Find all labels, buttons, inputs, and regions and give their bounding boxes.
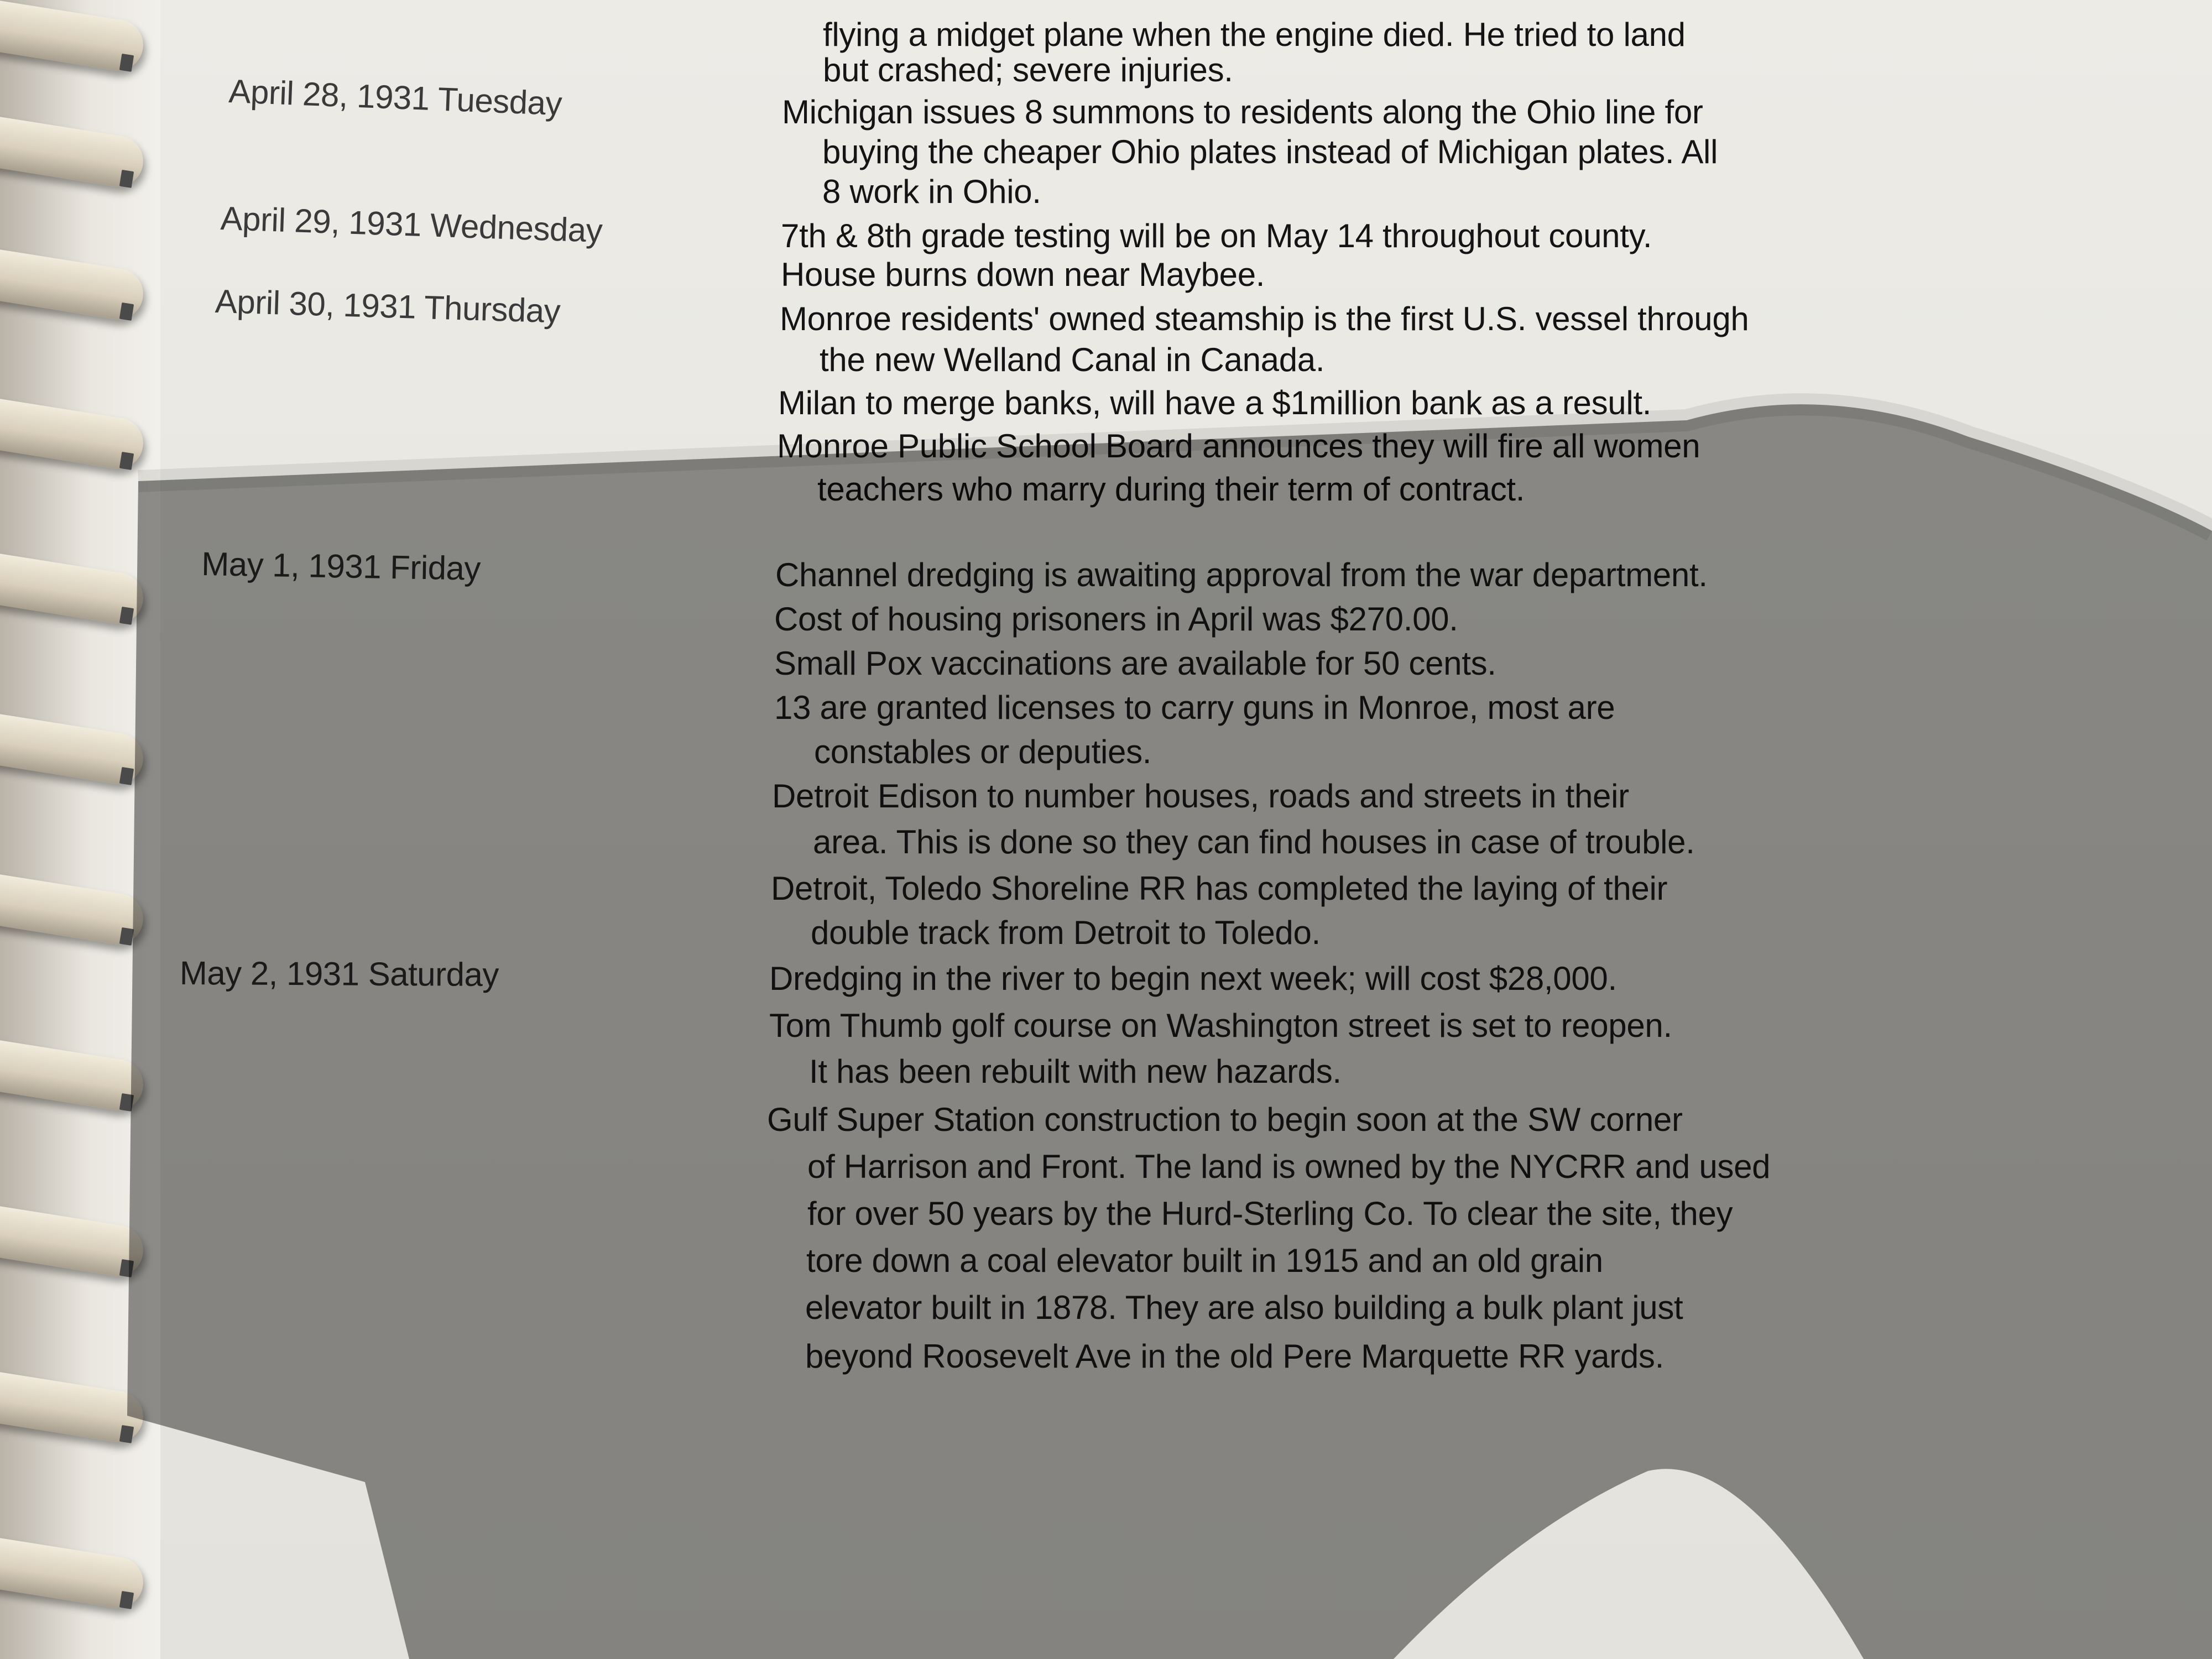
- entry-line: 13 are granted licenses to carry guns in Monroe, most are: [774, 689, 1615, 726]
- entry-line: constables or deputies.: [814, 733, 1152, 770]
- entry-line: Milan to merge banks, will have a $1million bank as a result.: [778, 384, 1652, 421]
- binding-coil: [0, 712, 147, 787]
- binding-coil: [0, 397, 147, 472]
- entry-line: Dredging in the river to begin next week; will cost $28,000.: [769, 960, 1617, 997]
- entry-line: flying a midget plane when the engine died. He tried to land: [823, 16, 1686, 53]
- entry-line: Detroit, Toledo Shoreline RR has completed the laying of their: [771, 870, 1668, 907]
- entry-line: buying the cheaper Ohio plates instead of Michigan plates. All: [822, 133, 1718, 170]
- entry-line: It has been rebuilt with new hazards.: [809, 1053, 1342, 1090]
- date-may-1: May 1, 1931 Friday: [201, 545, 481, 587]
- entry-line: of Harrison and Front. The land is owned by the NYCRR and used: [807, 1148, 1771, 1185]
- date-april-28: April 28, 1931 Tuesday: [228, 72, 563, 123]
- date-april-29: April 29, 1931 Wednesday: [220, 199, 603, 249]
- entry-line: Gulf Super Station construction to begin soon at the SW corner: [767, 1101, 1683, 1138]
- entry-line: 7th & 8th grade testing will be on May 14 throughout county.: [781, 217, 1652, 254]
- entry-line: tore down a coal elevator built in 1915 and an old grain: [806, 1242, 1603, 1279]
- binding-coil: [0, 115, 147, 190]
- entry-line: double track from Detroit to Toledo.: [811, 914, 1321, 951]
- entry-line: teachers who marry during their term of contract.: [817, 471, 1525, 508]
- entry-line: Cost of housing prisoners in April was $270.00.: [774, 601, 1458, 638]
- entry-line: Monroe residents' owned steamship is the first U.S. vessel through: [780, 300, 1749, 337]
- entry-line: Channel dredging is awaiting approval from the war department.: [775, 556, 1708, 593]
- binding-coil: [0, 873, 147, 948]
- entry-line: Small Pox vaccinations are available for 50 cents.: [774, 645, 1496, 682]
- entry-line: the new Welland Canal in Canada.: [820, 341, 1325, 378]
- binding-coil: [0, 1536, 147, 1611]
- entry-line: elevator built in 1878. They are also building a bulk plant just: [805, 1289, 1683, 1326]
- entry-line: House burns down near Maybee.: [781, 256, 1265, 293]
- spiral-binding: [0, 0, 160, 1659]
- entry-line: Tom Thumb golf course on Washington street is set to reopen.: [769, 1007, 1672, 1044]
- date-may-2: May 2, 1931 Saturday: [179, 954, 499, 994]
- entry-line: for over 50 years by the Hurd-Sterling Co. To clear the site, they: [807, 1195, 1733, 1232]
- binding-coil: [0, 248, 147, 323]
- entry-line: area. This is done so they can find houses in case of trouble.: [813, 823, 1695, 860]
- entry-line: Michigan issues 8 summons to residents along the Ohio line for: [782, 93, 1703, 131]
- entry-line: beyond Roosevelt Ave in the old Pere Marquette RR yards.: [805, 1338, 1664, 1375]
- entry-line: but crashed; severe injuries.: [823, 51, 1233, 88]
- binding-coil: [0, 552, 147, 627]
- binding-coil: [0, 0, 147, 74]
- binding-coil: [0, 1370, 147, 1446]
- binding-coil: [0, 1039, 147, 1114]
- binding-coil: [0, 1204, 147, 1280]
- entry-line: 8 work in Ohio.: [822, 173, 1041, 210]
- entry-line: Detroit Edison to number houses, roads and streets in their: [772, 778, 1629, 815]
- entry-line: Monroe Public School Board announces they will fire all women: [777, 427, 1700, 465]
- date-april-30: April 30, 1931 Thursday: [214, 282, 561, 330]
